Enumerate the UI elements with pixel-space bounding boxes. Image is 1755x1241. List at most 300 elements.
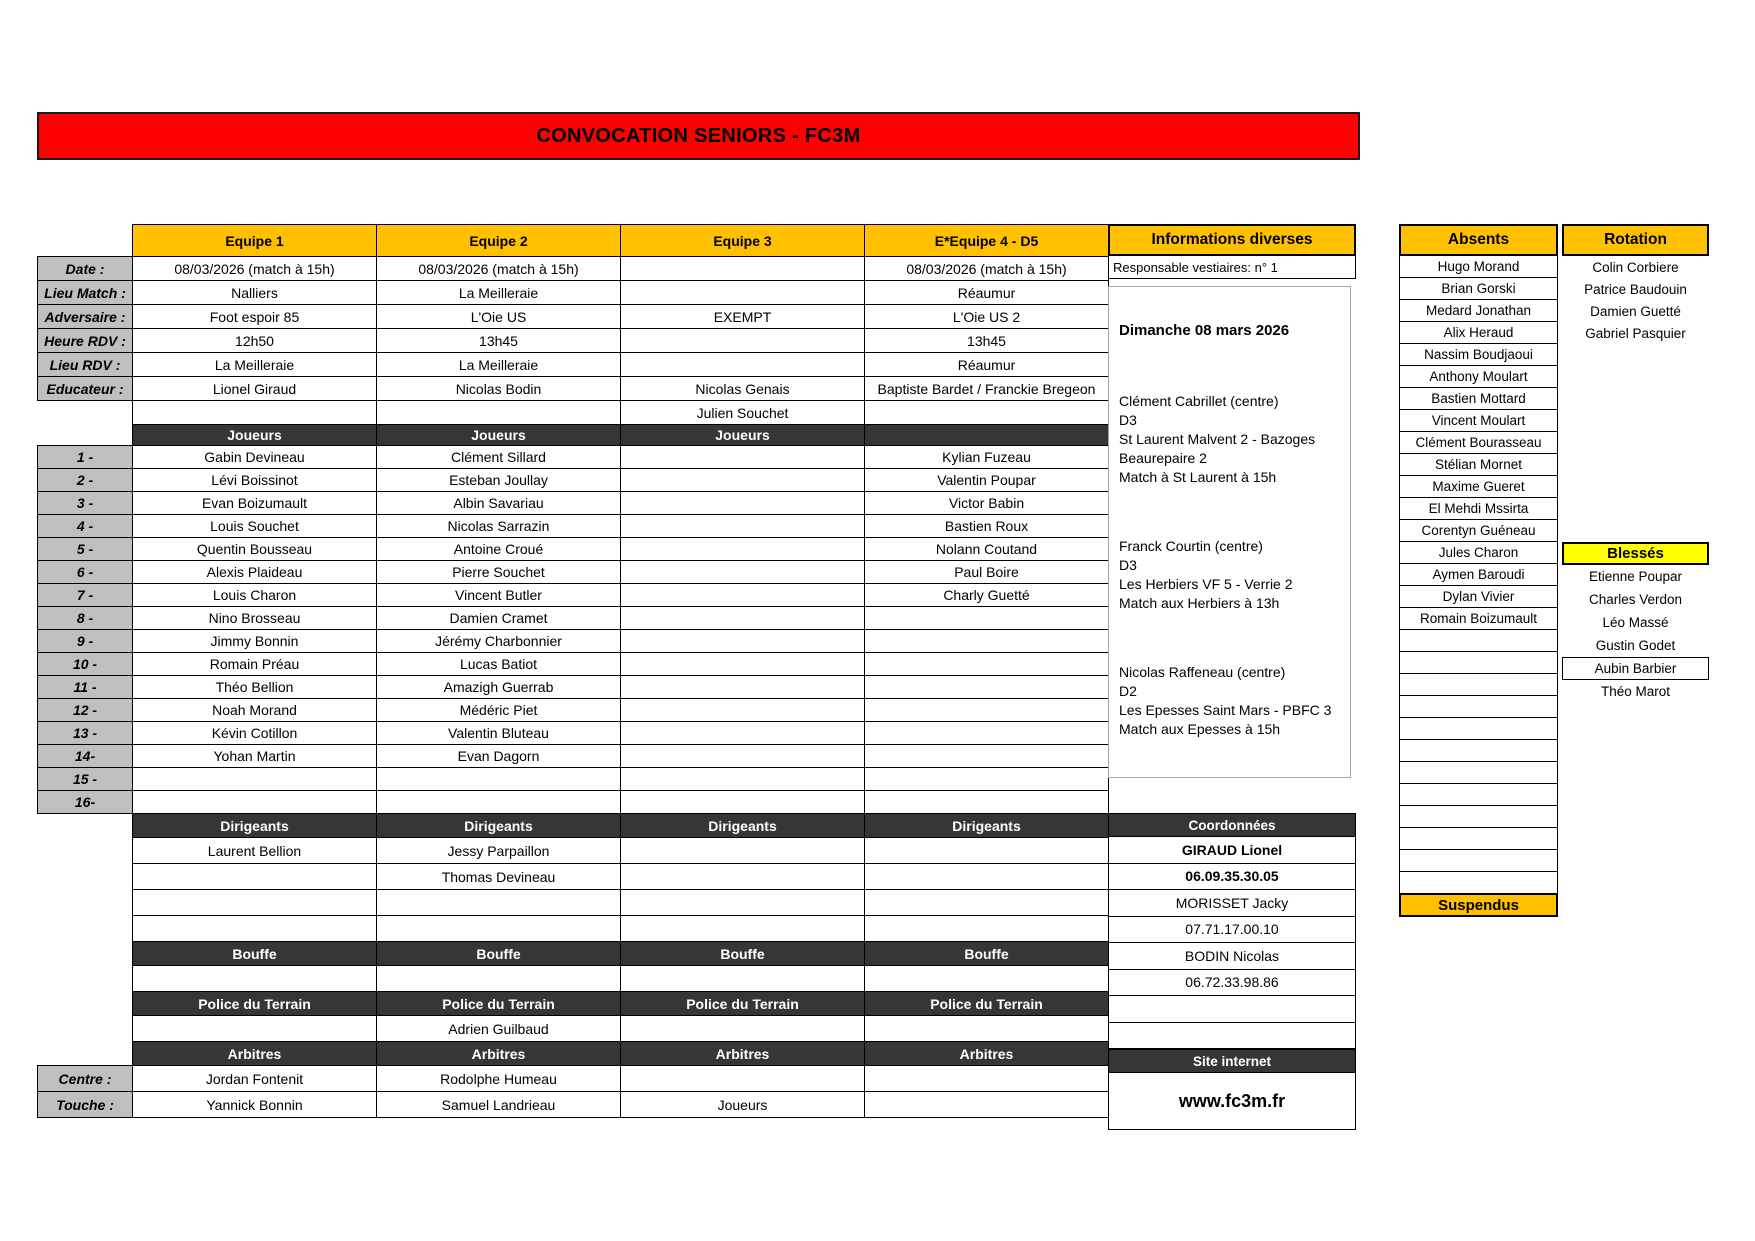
- player-equipe2: Damien Cramet: [377, 607, 621, 630]
- coordonnees-header: Coordonnées: [1108, 813, 1356, 837]
- player-equipe2: Albin Savariau: [377, 492, 621, 515]
- lieu-match-equipe1: Nalliers: [133, 281, 377, 305]
- player-number: 12 -: [38, 699, 133, 722]
- dirigeants-header-equipe4: Dirigeants: [865, 814, 1109, 838]
- spacer: [38, 1042, 133, 1066]
- coordonnees-list: [1108, 837, 1356, 1049]
- player-equipe1: Louis Souchet: [133, 515, 377, 538]
- blesse-item: Gustin Godet: [1595, 638, 1676, 653]
- dirigeant-row: [38, 890, 1109, 916]
- lieu-rdv-equipe2: La Meilleraie: [377, 353, 621, 377]
- player-equipe2: Pierre Souchet: [377, 561, 621, 584]
- player-number: 7 -: [38, 584, 133, 607]
- match-2-referee: Franck Courtin (centre): [1119, 538, 1263, 554]
- absent-item: Aymen Baroudi: [1399, 563, 1558, 586]
- match-2-teams: Les Herbiers VF 5 - Verrie 2: [1119, 576, 1293, 592]
- absent-item: Bastien Mottard: [1399, 387, 1558, 410]
- player-equipe2: Vincent Butler: [377, 584, 621, 607]
- centre-equipe3: [621, 1066, 865, 1092]
- player-row: [38, 492, 1109, 515]
- absent-item: [1399, 849, 1558, 872]
- player-equipe1: Kévin Cotillon: [133, 722, 377, 745]
- absents-list: [1399, 255, 1558, 894]
- player-equipe3: [621, 791, 865, 814]
- extra-equipe2: [377, 401, 621, 425]
- rotation-list: [1562, 256, 1709, 344]
- player-equipe4: [865, 699, 1109, 722]
- spacer: [38, 864, 133, 890]
- player-equipe1: Alexis Plaideau: [133, 561, 377, 584]
- player-equipe1: [133, 791, 377, 814]
- website-url: www.fc3m.fr: [1108, 1072, 1356, 1130]
- educateur-extra-row: [38, 401, 1109, 425]
- educateur-row: [38, 377, 1109, 401]
- touche-equipe1: Yannick Bonnin: [133, 1092, 377, 1118]
- coordonnees-row: 06.09.35.30.05: [1108, 863, 1356, 891]
- player-number: 1 -: [38, 446, 133, 469]
- extra-equipe3: Julien Souchet: [621, 401, 865, 425]
- coordonnees-row: [1108, 995, 1356, 1023]
- match-info-3: [1119, 663, 1344, 739]
- coordonnees-row: [1108, 1022, 1356, 1050]
- match-3-time: Match aux Epesses à 15h: [1119, 721, 1281, 737]
- absent-item: El Mehdi Mssirta: [1399, 497, 1558, 520]
- blesse-item: Charles Verdon: [1588, 592, 1683, 607]
- date-equipe2: 08/03/2026 (match à 15h): [377, 257, 621, 281]
- educateur-equipe2: Nicolas Bodin: [377, 377, 621, 401]
- lieu-rdv-row: [38, 353, 1109, 377]
- bouffe-equipe4: [865, 966, 1109, 992]
- bouffe-header-row: [38, 942, 1109, 966]
- police-header-equipe2: Police du Terrain: [377, 992, 621, 1016]
- dirigeant-equipe3: [621, 838, 865, 864]
- absent-item: Medard Jonathan: [1399, 299, 1558, 322]
- player-equipe2: Nicolas Sarrazin: [377, 515, 621, 538]
- player-number: 3 -: [38, 492, 133, 515]
- player-equipe1: Gabin Devineau: [133, 446, 377, 469]
- match-3-referee: Nicolas Raffeneau (centre): [1119, 664, 1286, 680]
- adversaire-equipe2: L'Oie US: [377, 305, 621, 329]
- info-header: Informations diverses: [1108, 224, 1356, 256]
- match-3-teams: Les Epesses Saint Mars - PBFC 3: [1119, 702, 1332, 718]
- absent-item: Stélian Mornet: [1399, 453, 1558, 476]
- row-label-adversaire: Adversaire :: [38, 305, 133, 329]
- joueurs-header-equipe4: [865, 425, 1109, 446]
- heure-rdv-equipe3: [621, 329, 865, 353]
- blesse-item: Aubin Barbier: [1562, 657, 1709, 680]
- dirigeant-equipe3: [621, 890, 865, 916]
- team-header-equipe1: Equipe 1: [133, 225, 377, 257]
- player-equipe2: Lucas Batiot: [377, 653, 621, 676]
- player-equipe1: Théo Bellion: [133, 676, 377, 699]
- dirigeant-equipe3: [621, 864, 865, 890]
- player-equipe2: Médéric Piet: [377, 699, 621, 722]
- title-banner: CONVOCATION SENIORS - FC3M: [37, 112, 1360, 160]
- spacer: [38, 916, 133, 942]
- dirigeants-header-equipe1: Dirigeants: [133, 814, 377, 838]
- row-label-centre: Centre :: [38, 1066, 133, 1092]
- player-equipe4: Nolann Coutand: [865, 538, 1109, 561]
- player-equipe3: [621, 630, 865, 653]
- absent-item: Nassim Boudjaoui: [1399, 343, 1558, 366]
- player-equipe4: Kylian Fuzeau: [865, 446, 1109, 469]
- player-row: [38, 745, 1109, 768]
- date-row: [38, 257, 1109, 281]
- absent-item: Jules Charon: [1399, 541, 1558, 564]
- dirigeant-equipe1: [133, 916, 377, 942]
- player-equipe3: [621, 653, 865, 676]
- coordonnees-row: MORISSET Jacky: [1108, 889, 1356, 917]
- player-number: 15 -: [38, 768, 133, 791]
- educateur-equipe1: Lionel Giraud: [133, 377, 377, 401]
- absent-item: Anthony Moulart: [1399, 365, 1558, 388]
- extra-equipe4: [865, 401, 1109, 425]
- lieu-rdv-equipe4: Réaumur: [865, 353, 1109, 377]
- player-row: [38, 630, 1109, 653]
- team-header-equipe2: Equipe 2: [377, 225, 621, 257]
- dirigeants-header-equipe2: Dirigeants: [377, 814, 621, 838]
- team-header-equipe4: E*Equipe 4 - D5: [865, 225, 1109, 257]
- bouffe-equipe1: [133, 966, 377, 992]
- police-header-equipe4: Police du Terrain: [865, 992, 1109, 1016]
- dirigeant-equipe2: Jessy Parpaillon: [377, 838, 621, 864]
- player-number: 10 -: [38, 653, 133, 676]
- dirigeant-row: [38, 838, 1109, 864]
- player-row: [38, 699, 1109, 722]
- dirigeant-equipe1: [133, 864, 377, 890]
- player-row: [38, 722, 1109, 745]
- centre-row: [38, 1066, 1109, 1092]
- player-equipe4: Charly Guetté: [865, 584, 1109, 607]
- player-equipe4: [865, 630, 1109, 653]
- player-equipe3: [621, 538, 865, 561]
- lieu-match-equipe4: Réaumur: [865, 281, 1109, 305]
- absent-item: Dylan Vivier: [1399, 585, 1558, 608]
- absents-panel: [1399, 224, 1558, 917]
- player-equipe4: [865, 653, 1109, 676]
- joueurs-header-equipe1: Joueurs: [133, 425, 377, 446]
- player-equipe3: [621, 676, 865, 699]
- match-2-time: Match aux Herbiers à 13h: [1119, 595, 1280, 611]
- player-equipe3: [621, 446, 865, 469]
- player-equipe2: Valentin Bluteau: [377, 722, 621, 745]
- player-equipe4: Paul Boire: [865, 561, 1109, 584]
- absent-item: Corentyn Guéneau: [1399, 519, 1558, 542]
- absent-item: [1399, 673, 1558, 696]
- dirigeant-equipe2: [377, 890, 621, 916]
- player-row: [38, 676, 1109, 699]
- dirigeant-equipe1: [133, 890, 377, 916]
- date-equipe1: 08/03/2026 (match à 15h): [133, 257, 377, 281]
- police-equipe1: [133, 1016, 377, 1042]
- suspendus-header: Suspendus: [1399, 893, 1558, 917]
- bouffe-row: [38, 966, 1109, 992]
- spacer: [38, 890, 133, 916]
- spacer: [38, 966, 133, 992]
- arbitres-header-equipe1: Arbitres: [133, 1042, 377, 1066]
- coordonnees-row: 06.72.33.98.86: [1108, 969, 1356, 997]
- rotation-item: Damien Guetté: [1590, 303, 1681, 319]
- player-equipe1: Noah Morand: [133, 699, 377, 722]
- player-row: [38, 607, 1109, 630]
- row-label-educateur: Educateur :: [38, 377, 133, 401]
- player-equipe1: Louis Charon: [133, 584, 377, 607]
- player-equipe1: Lévi Boissinot: [133, 469, 377, 492]
- player-row: [38, 561, 1109, 584]
- player-equipe1: Quentin Bousseau: [133, 538, 377, 561]
- player-equipe2: Esteban Joullay: [377, 469, 621, 492]
- police-equipe3: [621, 1016, 865, 1042]
- coordonnees-panel: [1108, 813, 1356, 1130]
- player-equipe2: Evan Dagorn: [377, 745, 621, 768]
- match-1-time: Match à St Laurent à 15h: [1119, 469, 1277, 485]
- bouffe-header-equipe2: Bouffe: [377, 942, 621, 966]
- spacer: [38, 942, 133, 966]
- bouffe-equipe3: [621, 966, 865, 992]
- rotation-item: Gabriel Pasquier: [1585, 325, 1686, 341]
- player-number: 11 -: [38, 676, 133, 699]
- player-equipe4: Valentin Poupar: [865, 469, 1109, 492]
- lieu-rdv-equipe3: [621, 353, 865, 377]
- police-equipe2: Adrien Guilbaud: [377, 1016, 621, 1042]
- player-row: [38, 538, 1109, 561]
- adversaire-equipe4: L'Oie US 2: [865, 305, 1109, 329]
- dirigeant-equipe3: [621, 916, 865, 942]
- player-row: [38, 768, 1109, 791]
- educateur-equipe3: Nicolas Genais: [621, 377, 865, 401]
- spacer: [38, 992, 133, 1016]
- touche-row: [38, 1092, 1109, 1118]
- absent-item: [1399, 827, 1558, 850]
- bouffe-equipe2: [377, 966, 621, 992]
- bouffe-header-equipe4: Bouffe: [865, 942, 1109, 966]
- touche-equipe4: [865, 1092, 1109, 1118]
- player-number: 5 -: [38, 538, 133, 561]
- date-equipe4: 08/03/2026 (match à 15h): [865, 257, 1109, 281]
- info-date: Dimanche 08 mars 2026: [1119, 322, 1290, 339]
- player-equipe3: [621, 722, 865, 745]
- player-number: 14-: [38, 745, 133, 768]
- row-label-heure-rdv: Heure RDV :: [38, 329, 133, 353]
- dirigeant-equipe2: Thomas Devineau: [377, 864, 621, 890]
- bouffe-header-equipe1: Bouffe: [133, 942, 377, 966]
- joueurs-band-row: [38, 425, 1109, 446]
- adversaire-equipe3: EXEMPT: [621, 305, 865, 329]
- row-label-lieu-rdv: Lieu RDV :: [38, 353, 133, 377]
- lieu-match-row: [38, 281, 1109, 305]
- police-equipe4: [865, 1016, 1109, 1042]
- info-box: [1108, 286, 1351, 778]
- spacer: [38, 1016, 133, 1042]
- extra-equipe1: [133, 401, 377, 425]
- info-panel: [1108, 224, 1356, 279]
- police-header-equipe1: Police du Terrain: [133, 992, 377, 1016]
- dirigeant-equipe2: [377, 916, 621, 942]
- absent-item: [1399, 871, 1558, 894]
- joueurs-header-equipe3: Joueurs: [621, 425, 865, 446]
- main-table: [37, 224, 1109, 1118]
- spacer: [38, 425, 133, 446]
- dirigeant-equipe4: [865, 864, 1109, 890]
- touche-equipe3: Joueurs: [621, 1092, 865, 1118]
- absent-item: [1399, 739, 1558, 762]
- lieu-match-equipe2: La Meilleraie: [377, 281, 621, 305]
- spacer: [38, 838, 133, 864]
- centre-equipe1: Jordan Fontenit: [133, 1066, 377, 1092]
- absent-item: Brian Gorski: [1399, 277, 1558, 300]
- player-equipe2: Amazigh Guerrab: [377, 676, 621, 699]
- player-equipe3: [621, 492, 865, 515]
- site-internet-header: Site internet: [1108, 1049, 1356, 1073]
- coordonnees-row: BODIN Nicolas: [1108, 942, 1356, 970]
- player-equipe3: [621, 515, 865, 538]
- coordonnees-row: 07.71.17.00.10: [1108, 916, 1356, 944]
- rotation-header: Rotation: [1562, 224, 1709, 256]
- dirigeant-equipe4: [865, 890, 1109, 916]
- player-equipe2: Antoine Croué: [377, 538, 621, 561]
- player-number: 4 -: [38, 515, 133, 538]
- player-equipe1: Yohan Martin: [133, 745, 377, 768]
- responsable-vestiaires: Responsable vestiaires: n° 1: [1108, 255, 1356, 279]
- team-header-row: [38, 225, 1109, 257]
- blesses-list: [1562, 565, 1709, 703]
- dirigeants-header-row: [38, 814, 1109, 838]
- player-row: [38, 653, 1109, 676]
- dirigeant-row: [38, 916, 1109, 942]
- player-equipe1: Evan Boizumault: [133, 492, 377, 515]
- arbitres-header-equipe4: Arbitres: [865, 1042, 1109, 1066]
- player-equipe1: Jimmy Bonnin: [133, 630, 377, 653]
- adversaire-row: [38, 305, 1109, 329]
- absent-item: Vincent Moulart: [1399, 409, 1558, 432]
- player-equipe3: [621, 745, 865, 768]
- player-equipe4: [865, 745, 1109, 768]
- spacer: [38, 814, 133, 838]
- player-equipe3: [621, 699, 865, 722]
- player-equipe4: [865, 722, 1109, 745]
- dirigeants-header-equipe3: Dirigeants: [621, 814, 865, 838]
- blesse-item: Léo Massé: [1602, 615, 1669, 630]
- player-equipe4: Bastien Roux: [865, 515, 1109, 538]
- player-equipe1: Nino Brosseau: [133, 607, 377, 630]
- match-1-referee: Clément Cabrillet (centre): [1119, 393, 1279, 409]
- player-number: 9 -: [38, 630, 133, 653]
- player-equipe3: [621, 584, 865, 607]
- coordonnees-row: GIRAUD Lionel: [1108, 836, 1356, 864]
- dirigeant-equipe1: Laurent Bellion: [133, 838, 377, 864]
- rotation-item: Colin Corbiere: [1592, 259, 1679, 275]
- joueurs-header-equipe2: Joueurs: [377, 425, 621, 446]
- player-row: [38, 469, 1109, 492]
- absent-item: [1399, 717, 1558, 740]
- heure-rdv-equipe4: 13h45: [865, 329, 1109, 353]
- player-number: 16-: [38, 791, 133, 814]
- touche-equipe2: Samuel Landrieau: [377, 1092, 621, 1118]
- absent-item: [1399, 629, 1558, 652]
- row-label-date: Date :: [38, 257, 133, 281]
- police-header-row: [38, 992, 1109, 1016]
- player-equipe1: Romain Préau: [133, 653, 377, 676]
- row-label-touche: Touche :: [38, 1092, 133, 1118]
- absent-item: [1399, 651, 1558, 674]
- player-equipe2: Jérémy Charbonnier: [377, 630, 621, 653]
- player-equipe1: [133, 768, 377, 791]
- team-header-equipe3: Equipe 3: [621, 225, 865, 257]
- dirigeant-row: [38, 864, 1109, 890]
- absent-item: [1399, 805, 1558, 828]
- match-2-division: D3: [1119, 557, 1137, 573]
- absent-item: [1399, 761, 1558, 784]
- arbitres-header-equipe2: Arbitres: [377, 1042, 621, 1066]
- player-row: [38, 446, 1109, 469]
- player-equipe3: [621, 768, 865, 791]
- player-equipe4: Victor Babin: [865, 492, 1109, 515]
- player-equipe4: [865, 676, 1109, 699]
- player-equipe2: [377, 791, 621, 814]
- police-header-equipe3: Police du Terrain: [621, 992, 865, 1016]
- match-info-1: [1119, 392, 1344, 487]
- lieu-match-equipe3: [621, 281, 865, 305]
- match-1-division: D3: [1119, 412, 1137, 428]
- row-label-lieu-match: Lieu Match :: [38, 281, 133, 305]
- player-equipe2: [377, 768, 621, 791]
- match-info-2: [1119, 537, 1344, 613]
- player-equipe4: [865, 607, 1109, 630]
- absent-item: Romain Boizumault: [1399, 607, 1558, 630]
- heure-rdv-equipe2: 13h45: [377, 329, 621, 353]
- spacer: [38, 401, 133, 425]
- dirigeants-section: [38, 838, 1109, 942]
- player-equipe4: [865, 791, 1109, 814]
- corner-spacer: [38, 225, 133, 257]
- absent-item: Alix Heraud: [1399, 321, 1558, 344]
- player-row: [38, 515, 1109, 538]
- player-equipe3: [621, 607, 865, 630]
- rotation-item: Patrice Baudouin: [1584, 281, 1687, 297]
- player-number: 8 -: [38, 607, 133, 630]
- player-row: [38, 584, 1109, 607]
- player-equipe2: Clément Sillard: [377, 446, 621, 469]
- lieu-rdv-equipe1: La Meilleraie: [133, 353, 377, 377]
- heure-rdv-equipe1: 12h50: [133, 329, 377, 353]
- player-number: 2 -: [38, 469, 133, 492]
- match-3-division: D2: [1119, 683, 1137, 699]
- date-equipe3: [621, 257, 865, 281]
- absent-item: Clément Bourasseau: [1399, 431, 1558, 454]
- player-number: 13 -: [38, 722, 133, 745]
- blesse-item: Théo Marot: [1600, 684, 1671, 699]
- bouffe-header-equipe3: Bouffe: [621, 942, 865, 966]
- absent-item: Maxime Gueret: [1399, 475, 1558, 498]
- blesses-header: Blessés: [1562, 542, 1709, 565]
- blesse-item: Etienne Poupar: [1588, 569, 1683, 584]
- heure-rdv-row: [38, 329, 1109, 353]
- adversaire-equipe1: Foot espoir 85: [133, 305, 377, 329]
- match-1-teams: St Laurent Malvent 2 - Bazoges Beaurepaire 2: [1119, 431, 1316, 466]
- arbitres-header-row: [38, 1042, 1109, 1066]
- player-equipe3: [621, 469, 865, 492]
- absent-item: [1399, 695, 1558, 718]
- player-number: 6 -: [38, 561, 133, 584]
- educateur-equipe4: Baptiste Bardet / Franckie Bregeon: [865, 377, 1109, 401]
- dirigeant-equipe4: [865, 838, 1109, 864]
- arbitres-header-equipe3: Arbitres: [621, 1042, 865, 1066]
- player-row: [38, 791, 1109, 814]
- absent-item: Hugo Morand: [1399, 255, 1558, 278]
- police-row: [38, 1016, 1109, 1042]
- player-equipe3: [621, 561, 865, 584]
- player-equipe4: [865, 768, 1109, 791]
